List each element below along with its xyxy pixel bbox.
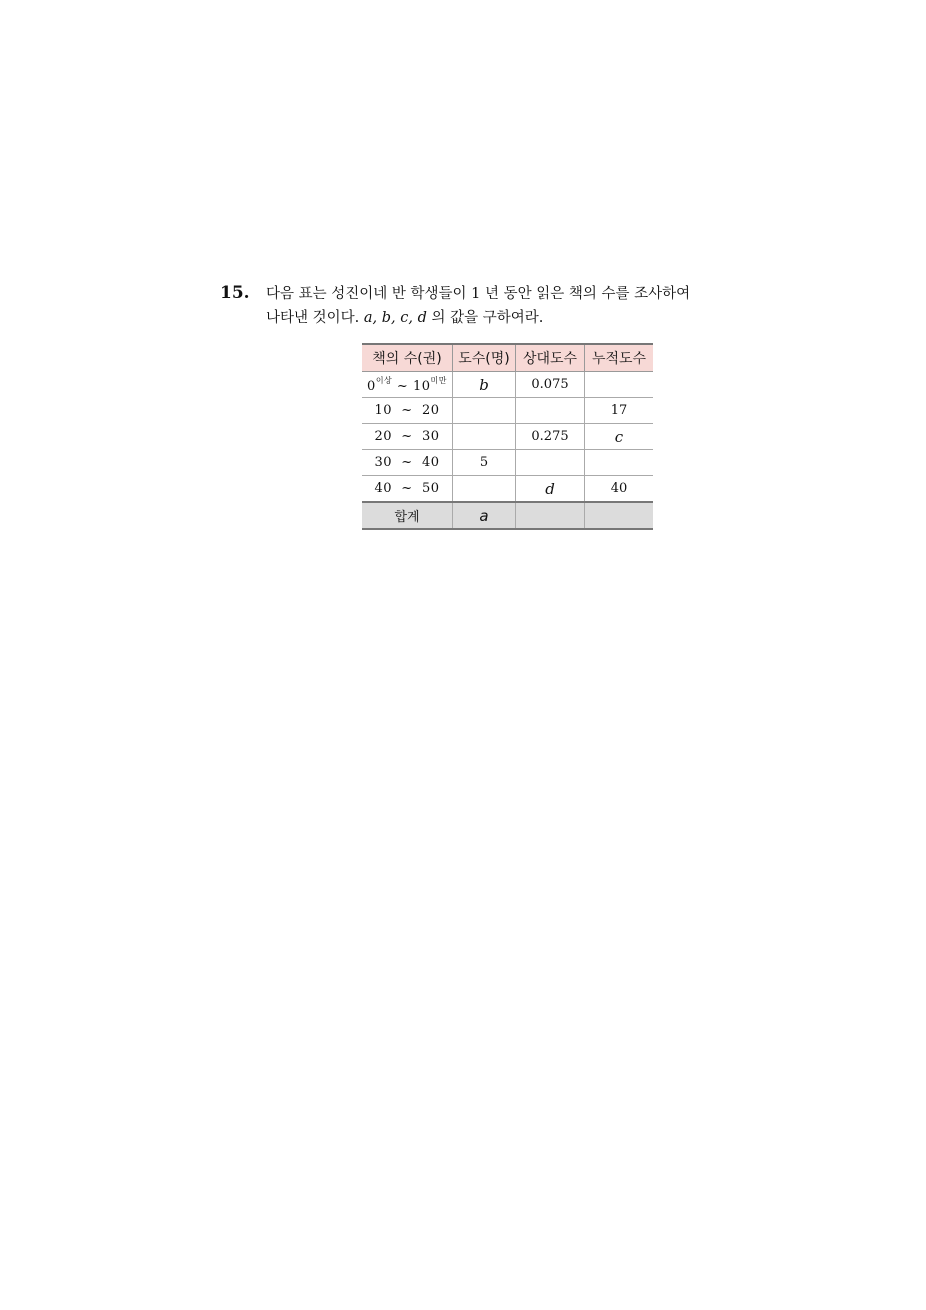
range-high: 10 (412, 379, 431, 394)
table-row (362, 476, 653, 503)
total-cumulative-frequency-cell (585, 502, 654, 529)
header-relative-frequency: 상대도수 (516, 344, 585, 372)
table-total-row (362, 502, 653, 529)
range-cell: 20 ~ 30 (362, 424, 453, 450)
range-cell: 30 ~ 40 (362, 450, 453, 476)
total-frequency-cell: a (453, 502, 516, 529)
table-row (362, 372, 653, 398)
question-text-line-1: 다음 표는 성진이네 반 학생들이 1 년 동안 읽은 책의 수를 조사하여 (266, 286, 691, 302)
cumulative-frequency-cell (585, 450, 654, 476)
range-cell (362, 372, 453, 398)
question-line-2 (266, 306, 740, 330)
frequency-table (362, 343, 653, 530)
question-text-line-2-prefix: 나타낸 것이다. (266, 310, 364, 326)
range-high-sup: 미만 (430, 376, 447, 385)
frequency-cell (453, 398, 516, 424)
table-row (362, 450, 653, 476)
frequency-cell (453, 476, 516, 503)
relative-frequency-cell (516, 398, 585, 424)
table-row (362, 424, 653, 450)
relative-frequency-cell: d (516, 476, 585, 503)
cumulative-frequency-cell: c (585, 424, 654, 450)
cumulative-frequency-cell (585, 372, 654, 398)
header-frequency: 도수(명) (453, 344, 516, 372)
header-cumulative-frequency: 누적도수 (585, 344, 654, 372)
cumulative-frequency-cell: 17 (585, 398, 654, 424)
question-number: 15. (220, 283, 250, 303)
table-header-row (362, 344, 653, 372)
frequency-cell: b (453, 372, 516, 398)
total-label: 합계 (362, 502, 453, 529)
relative-frequency-cell: 0.275 (516, 424, 585, 450)
question-text-line-2-suffix: 의 값을 구하여라. (426, 310, 544, 326)
range-cell: 40 ~ 50 (362, 476, 453, 503)
header-books: 책의 수(권) (362, 344, 453, 372)
frequency-cell: 5 (453, 450, 516, 476)
range-low-sup: 이상 (375, 376, 393, 385)
question-block (220, 282, 740, 330)
question-variables: a, b, c, d (363, 310, 427, 326)
question-line-1 (220, 282, 740, 306)
total-relative-frequency-cell (516, 502, 585, 529)
range-low: 0 (367, 379, 376, 394)
range-sep: ~ (392, 379, 413, 394)
frequency-cell (453, 424, 516, 450)
cumulative-frequency-cell: 40 (585, 476, 654, 503)
table-row (362, 398, 653, 424)
range-cell: 10 ~ 20 (362, 398, 453, 424)
relative-frequency-cell (516, 450, 585, 476)
relative-frequency-cell: 0.075 (516, 372, 585, 398)
